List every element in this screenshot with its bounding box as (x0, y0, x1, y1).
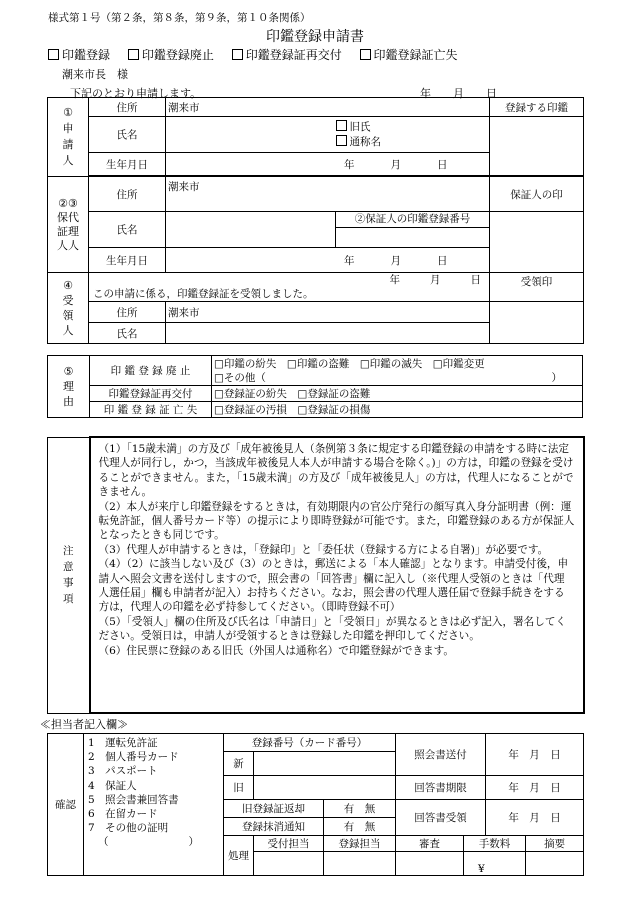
inquiry-sent-label: 照会書送付 (396, 734, 486, 776)
receiver-statement: 年 月 日 この申請に係る，印鑑登録証を受領しました。 (89, 273, 490, 302)
process-review-field[interactable] (396, 852, 464, 876)
staff-table (47, 733, 584, 876)
process-col-reception: 受付担当 (254, 836, 324, 852)
reason-table (47, 355, 583, 418)
guarantor-name-field[interactable] (166, 212, 336, 248)
confirm-label: 確認 (48, 734, 84, 876)
note-2: （2）本人が来庁し印鑑登録をするときは，有効期限内の官公庁発行の顔写真入身分証明書（例：運転免許証，個人番号カード等）の提示により即時登録が可能です。また，印鑑登録のある方が保証人となったときも同じです。 (98, 500, 575, 542)
receiver-seal-header: 受領印 (490, 273, 584, 302)
option-card-reissue[interactable]: 印鑑登録証再交付 (232, 48, 342, 62)
receiver-date[interactable]: 年 月 日 (389, 274, 481, 286)
receiver-address-field[interactable]: 潮来市 (166, 302, 490, 323)
notes-label: 注意事項 (48, 437, 90, 713)
id-document-list: 1 運転免許証 2 個人番号カード 3 パスポート 4 保証人 5 照会書兼回答書 6 在留カード 7 その他の証明 （ ） (84, 734, 224, 876)
reply-deadline-label: 回答書期限 (396, 776, 486, 800)
application-date[interactable]: 年 月 日 (420, 87, 497, 100)
option-seal-abolish[interactable]: 印鑑登録廃止 (128, 48, 214, 62)
receiver-address-label: 住所 (89, 302, 166, 323)
notes-table (47, 436, 585, 714)
process-fee-field[interactable]: ¥ (464, 852, 526, 876)
guarantor-birth-label: 生年月日 (89, 248, 166, 273)
erase-notice-label: 登録抹消通知 (224, 818, 324, 836)
guarantor-name-label: 氏名 (89, 212, 166, 248)
form-number: 様式第１号（第２条，第８条，第９条，第１０条関係） (48, 12, 311, 24)
applicant-name-label: 氏名 (89, 117, 166, 153)
option-card-lost[interactable]: 印鑑登録証亡失 (360, 48, 458, 62)
applicant-section-label: ① 申 請 人 (48, 98, 89, 177)
checkbox-icon[interactable] (336, 120, 347, 131)
old-surname-option[interactable]: 旧氏 (336, 121, 371, 133)
guarantor-section-label: ②③ 保代 証理 人人 (48, 177, 89, 273)
application-table (47, 97, 584, 344)
reason-lost-options[interactable]: □登録証の汚損 □登録証の損傷 (212, 402, 583, 418)
applicant-seal-header: 登録する印鑑 (490, 98, 584, 117)
note-1: （1）「15歳未満」の方及び「成年被後見人（条例第３条に規定する印鑑登録の申請をする時に法定代理人が同行し，かつ，当該成年被後見人本人が申請する場合を除く。)」の方は，印鑑の登録を受けることができません。また，「15歳未満」の方及び「成年被後見人」の方は，代理人になることができません。 (98, 443, 574, 499)
inquiry-sent-date[interactable]: 年 月 日 (486, 734, 584, 776)
note-5: （5）「受領人」欄の住所及び氏名は「申請日」と「受領日」が異なるときは必ず記入，署名してください。受領日は，申請人が受領するときは登録した印鑑を押印してください。 (98, 615, 567, 643)
reason-reissue-options[interactable]: □登録証の紛失 □登録証の盗難 (212, 386, 583, 402)
alias-option[interactable]: 通称名 (336, 136, 382, 148)
note-6: （6）住民票に登録のある旧氏（外国人は通称名）で印鑑登録ができます。 (98, 644, 454, 657)
erase-notice-choice[interactable]: 有 無 (324, 818, 396, 836)
applicant-address-field[interactable]: 潮来市 (166, 98, 490, 117)
reason-lost-label: 印 鑑 登 録 証 亡 失 (90, 402, 212, 418)
process-col-registration: 登録担当 (324, 836, 396, 852)
checkbox-icon[interactable] (232, 49, 243, 60)
guarantor-address-field[interactable]: 潮来市 (166, 177, 490, 212)
applicant-name-options (336, 117, 490, 153)
guarantor-seal-header: 保証人の印 (490, 177, 584, 212)
notes-body (90, 437, 584, 713)
process-label: 処理 (224, 836, 254, 876)
process-col-remarks: 摘要 (526, 836, 584, 852)
old-card-return-label: 旧登録証返却 (224, 800, 324, 818)
receiver-name-label: 氏名 (89, 323, 166, 344)
old-number-field[interactable] (254, 776, 396, 800)
checkbox-icon[interactable] (128, 49, 139, 60)
note-4: （4）（2）に該当しない及び（3）のときは，郵送による「本人確認」となります。申請受付後，申請人へ照会文書を送付しますので，照会書の「回答書」欄に記入し（※代理人受領のときは「代理人選任届」欄も申請者が記入）お持ちください。なお，照会書の代理人選任届で登録手続きをする方は，代理人の印鑑を必ず持参してください。（即時登録不可） (98, 558, 569, 614)
receiver-section-label: ④ 受 領 人 (48, 273, 89, 344)
new-number-field[interactable] (254, 752, 396, 776)
receiver-seal-box[interactable] (490, 302, 584, 344)
guarantor-reg-number-label: ②保証人の印鑑登録番号 (336, 212, 489, 228)
guarantor-reg-number[interactable] (336, 212, 490, 248)
reason-section-label: ⑤ 理 由 (48, 356, 90, 418)
process-registration-field[interactable] (324, 852, 396, 876)
reply-deadline-date[interactable]: 年 月 日 (486, 776, 584, 800)
new-number-label: 新 (224, 752, 254, 776)
process-col-fee: 手数料 (464, 836, 526, 852)
guarantor-seal-box[interactable] (490, 212, 584, 273)
applicant-seal-box[interactable] (490, 117, 584, 176)
option-seal-registration[interactable]: 印鑑登録 (48, 48, 110, 62)
reply-received-date[interactable]: 年 月 日 (486, 800, 584, 836)
process-reception-field[interactable] (254, 852, 324, 876)
checkbox-icon[interactable] (360, 49, 371, 60)
old-card-return-choice[interactable]: 有 無 (324, 800, 396, 818)
guarantor-birth-field[interactable]: 年 月 日 (166, 248, 490, 273)
note-3: （3）代理人が申請するときは，「登録印」と「委任状（登録する方による自署)」が必要です。 (98, 543, 549, 556)
reg-number-header: 登録番号（カード番号） (224, 734, 396, 752)
reason-reissue-label: 印鑑登録証再交付 (90, 386, 212, 402)
applicant-address-label: 住所 (89, 98, 166, 117)
old-number-label: 旧 (224, 776, 254, 800)
reason-abolish-label: 印 鑑 登 録 廃 止 (90, 356, 212, 386)
checkbox-icon[interactable] (48, 49, 59, 60)
reply-received-label: 回答書受領 (396, 800, 486, 836)
option-row (48, 46, 458, 63)
addressee: 潮来市長 様 (62, 68, 128, 81)
applicant-name-field[interactable] (166, 117, 336, 153)
applicant-birth-field[interactable]: 年 月 日 (166, 153, 490, 176)
process-remarks-field[interactable] (526, 852, 584, 876)
staff-heading: ≪担当者記入欄≫ (40, 718, 128, 731)
receiver-name-field[interactable] (166, 323, 490, 344)
checkbox-icon[interactable] (336, 135, 347, 146)
applicant-birth-label: 生年月日 (89, 153, 166, 176)
process-col-review: 審査 (396, 836, 464, 852)
guarantor-address-label: 住所 (89, 177, 166, 212)
intro-text: 下記のとおり申請します。 (70, 87, 202, 100)
reason-abolish-options[interactable]: □印鑑の紛失 □印鑑の盗難 □印鑑の滅失 □印鑑変更 □その他（ ） (212, 356, 583, 386)
page-title: 印鑑登録申請書 (266, 29, 364, 45)
